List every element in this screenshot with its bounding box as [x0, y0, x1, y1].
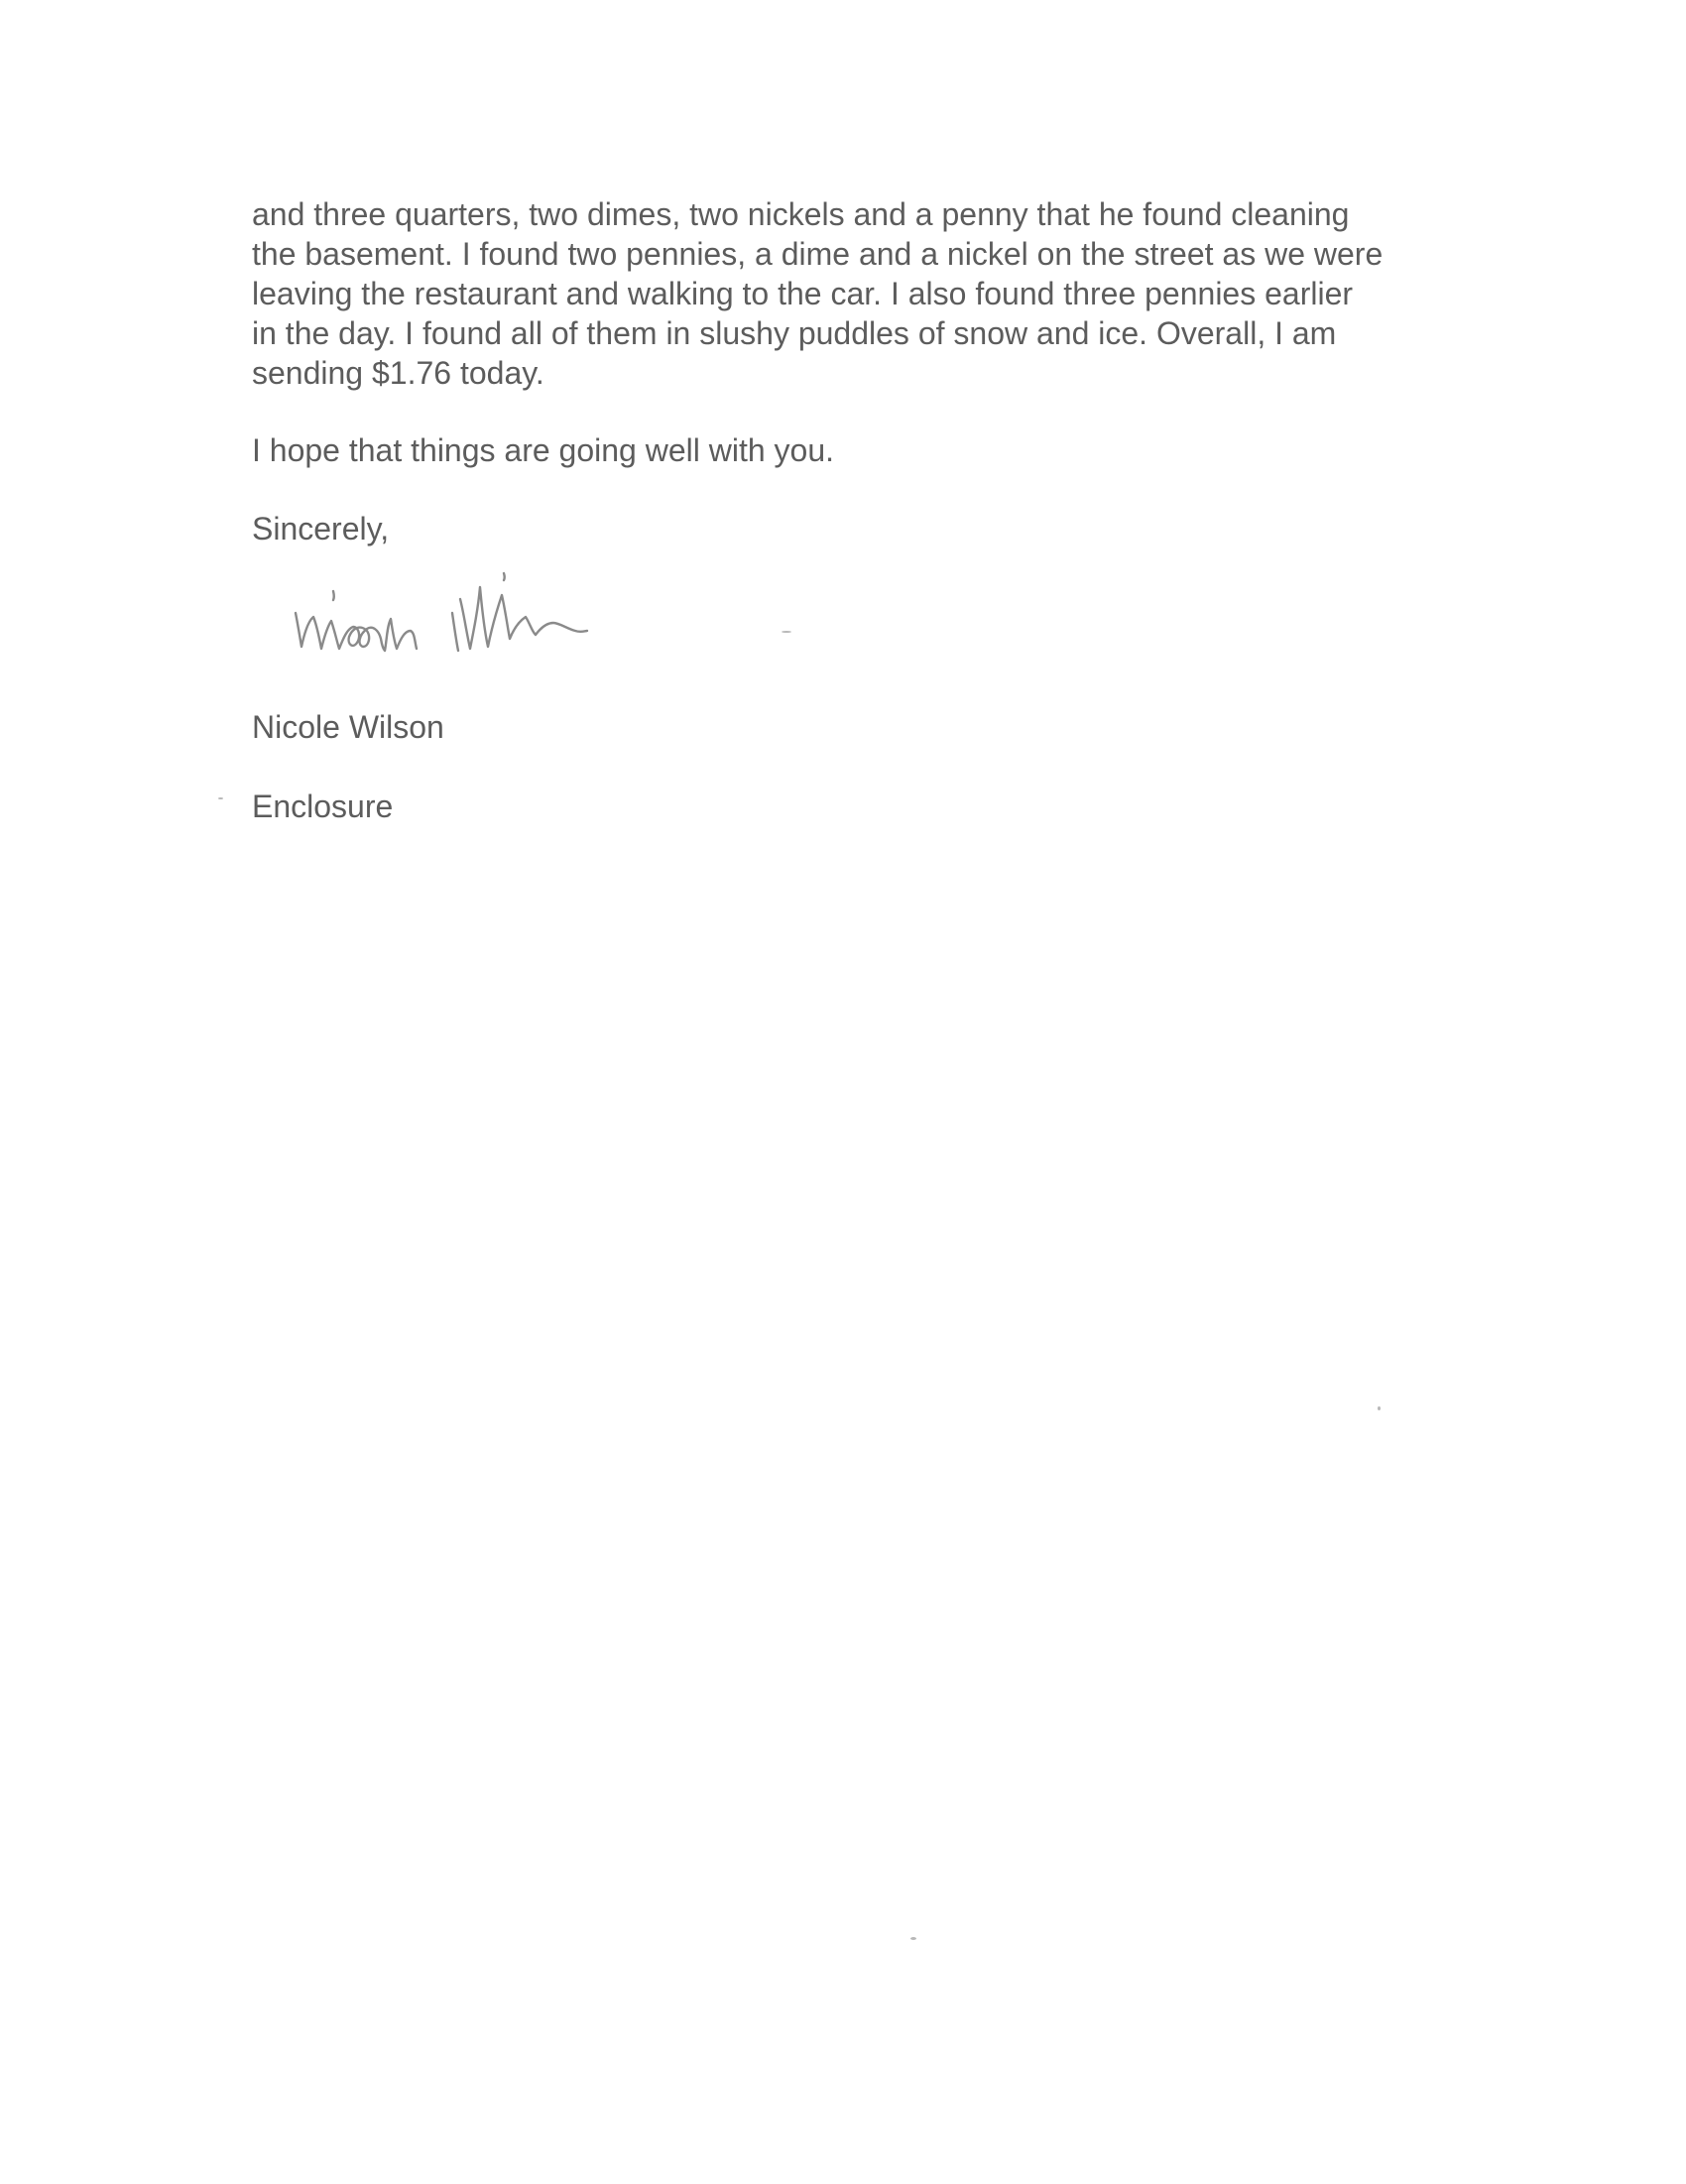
body-line: sending $1.76 today.	[252, 355, 544, 391]
scan-speck	[910, 1937, 916, 1940]
scan-speck	[218, 797, 223, 799]
body-line: the basement. I found two pennies, a dime and a nickel on the street as we were	[252, 236, 1384, 272]
scan-speck	[782, 631, 791, 633]
enclosure-notation: Enclosure	[252, 789, 394, 824]
signer-name: Nicole Wilson	[252, 709, 444, 745]
body-line: leaving the restaurant and walking to the car. I also found three pennies earlier	[252, 276, 1354, 311]
scan-speck	[1378, 1406, 1381, 1410]
closing-line: I hope that things are going well with you.	[252, 432, 835, 468]
body-line: in the day. I found all of them in slushy puddles of snow and ice. Overall, I am	[252, 315, 1337, 351]
salutation: Sincerely,	[252, 511, 390, 546]
body-line: and three quarters, two dimes, two nickels and a penny that he found cleaning	[252, 196, 1350, 232]
body-paragraph	[252, 194, 1383, 393]
handwritten-signature	[288, 544, 684, 682]
